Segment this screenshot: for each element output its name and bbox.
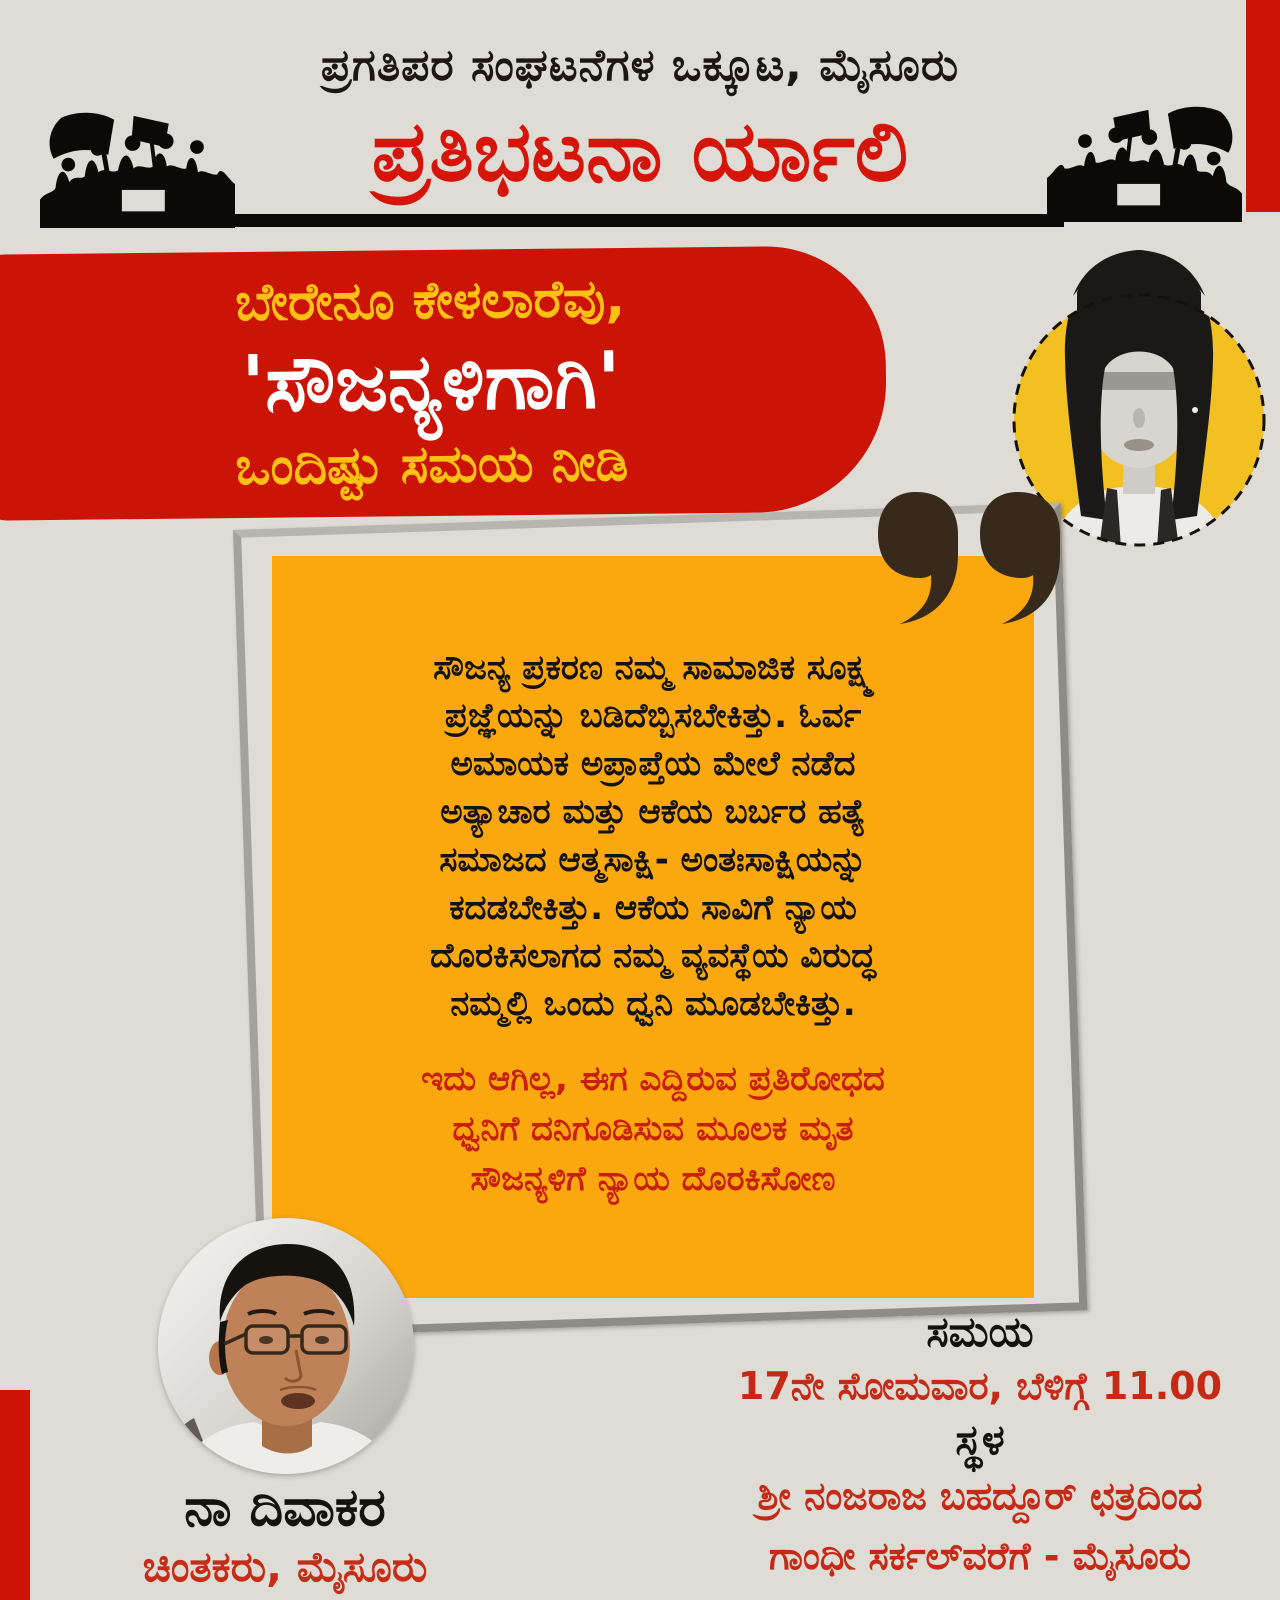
speaker-name: ನಾ ದಿವಾಕರ: [184, 1478, 386, 1538]
organization-name: ಪ್ರಗತಿಪರ ಸಂಘಟನೆಗಳ ಒಕ್ಕೂಟ, ಮೈಸೂರು: [320, 40, 960, 91]
closing-quote-icon: [878, 492, 1060, 624]
slogan-line-2: 'ಸೌಜನ್ಯಳಿಗಾಗಿ': [240, 335, 622, 430]
time-label: ಸಮಯ: [926, 1307, 1034, 1356]
venue-label: ಸ್ಥಳ: [955, 1415, 1005, 1464]
protest-crowd-right-icon: [1047, 100, 1242, 222]
quote-line: ಅತ್ಯಾಚಾರ ಮತ್ತು ಆಕೆಯ ಬರ್ಬರ ಹತ್ಯೆ: [440, 792, 866, 832]
quote-line: ದೊರಕಿಸಲಾಗದ ನಮ್ಮ ವ್ಯವಸ್ಥೆಯ ವಿರುದ್ಧ: [430, 936, 876, 976]
quote-box: [272, 556, 1034, 1298]
schedule: [680, 1306, 1280, 1586]
time-value: 17ನೇ ಸೋಮವಾರ, ಬೆಳಿಗ್ಗೆ 11.00: [737, 1364, 1223, 1408]
quote-line: ಸಮಾಜದ ಆತ್ಮಸಾಕ್ಷಿ- ಅಂತಃಸಾಕ್ಷಿಯನ್ನು: [439, 840, 867, 880]
quote-line: ನಮ್ಮಲ್ಲಿ ಒಂದು ಧ್ವನಿ ಮೂಡಬೇಕಿತ್ತು.: [450, 984, 856, 1024]
quote-line: ಅಮಾಯಕ ಅಪ್ರಾಪ್ತೆಯ ಮೇಲೆ ನಡೆದ: [450, 744, 856, 784]
quote-line: ಸೌಜನ್ಯ ಪ್ರಕರಣ ನಮ್ಮ ಸಾಮಾಜಿಕ ಸೂಕ್ಷ್ಮ: [433, 648, 873, 688]
quote-red-line: ಧ್ವನಿಗೆ ದನಿಗೂಡಿಸುವ ಮೂಲಕ ಮೃತ: [452, 1109, 854, 1149]
accent-bar-bottom-left: [0, 1390, 30, 1600]
quote-red-line: ಸೌಜನ್ಯಳಿಗೆ ನ್ಯಾಯ ದೊರಕಿಸೋಣ: [470, 1159, 836, 1199]
slogan-line-1: ಬೇರೇನೂ ಕೇಳಲಾರೆವು,: [234, 268, 626, 333]
crowd-base-strip: [178, 214, 1064, 227]
speaker-role: ಚಿಂತಕರು, ಮೈಸೂರು: [142, 1542, 428, 1591]
protest-crowd-left-icon: [40, 106, 235, 228]
slogan-line-3: ಒಂದಿಷ್ಟು ಸಮಯ ನೀಡಿ: [235, 432, 629, 497]
quote-line: ಕದಡಬೇಕಿತ್ತು. ಆಕೆಯ ಸಾವಿಗೆ ನ್ಯಾಯ: [449, 888, 857, 928]
venue-line-2: ಗಾಂಧೀ ಸರ್ಕಲ್‌ವರೆಗೆ - ಮೈಸೂರು: [769, 1534, 1191, 1578]
rally-title: ಪ್ರತಿಭಟನಾ ರ್ಯಾಲಿ: [371, 102, 909, 200]
slogan-banner: [0, 245, 887, 521]
venue-line-1: ಶ್ರೀ ನಂಜರಾಜ ಬಹದ್ದೂರ್ ಛತ್ರದಿಂದ: [757, 1474, 1203, 1518]
quote-red-line: ಇದು ಆಗಿಲ್ಲ, ಈಗ ಎದ್ದಿರುವ ಪ್ರತಿರೋಧದ: [421, 1059, 885, 1099]
quote-line: ಪ್ರಜ್ಞೆಯನ್ನು ಬಡಿದೆಬ್ಬಿಸಬೇಕಿತ್ತು. ಓರ್ವ: [444, 696, 862, 736]
speaker-photo: [158, 1218, 414, 1474]
